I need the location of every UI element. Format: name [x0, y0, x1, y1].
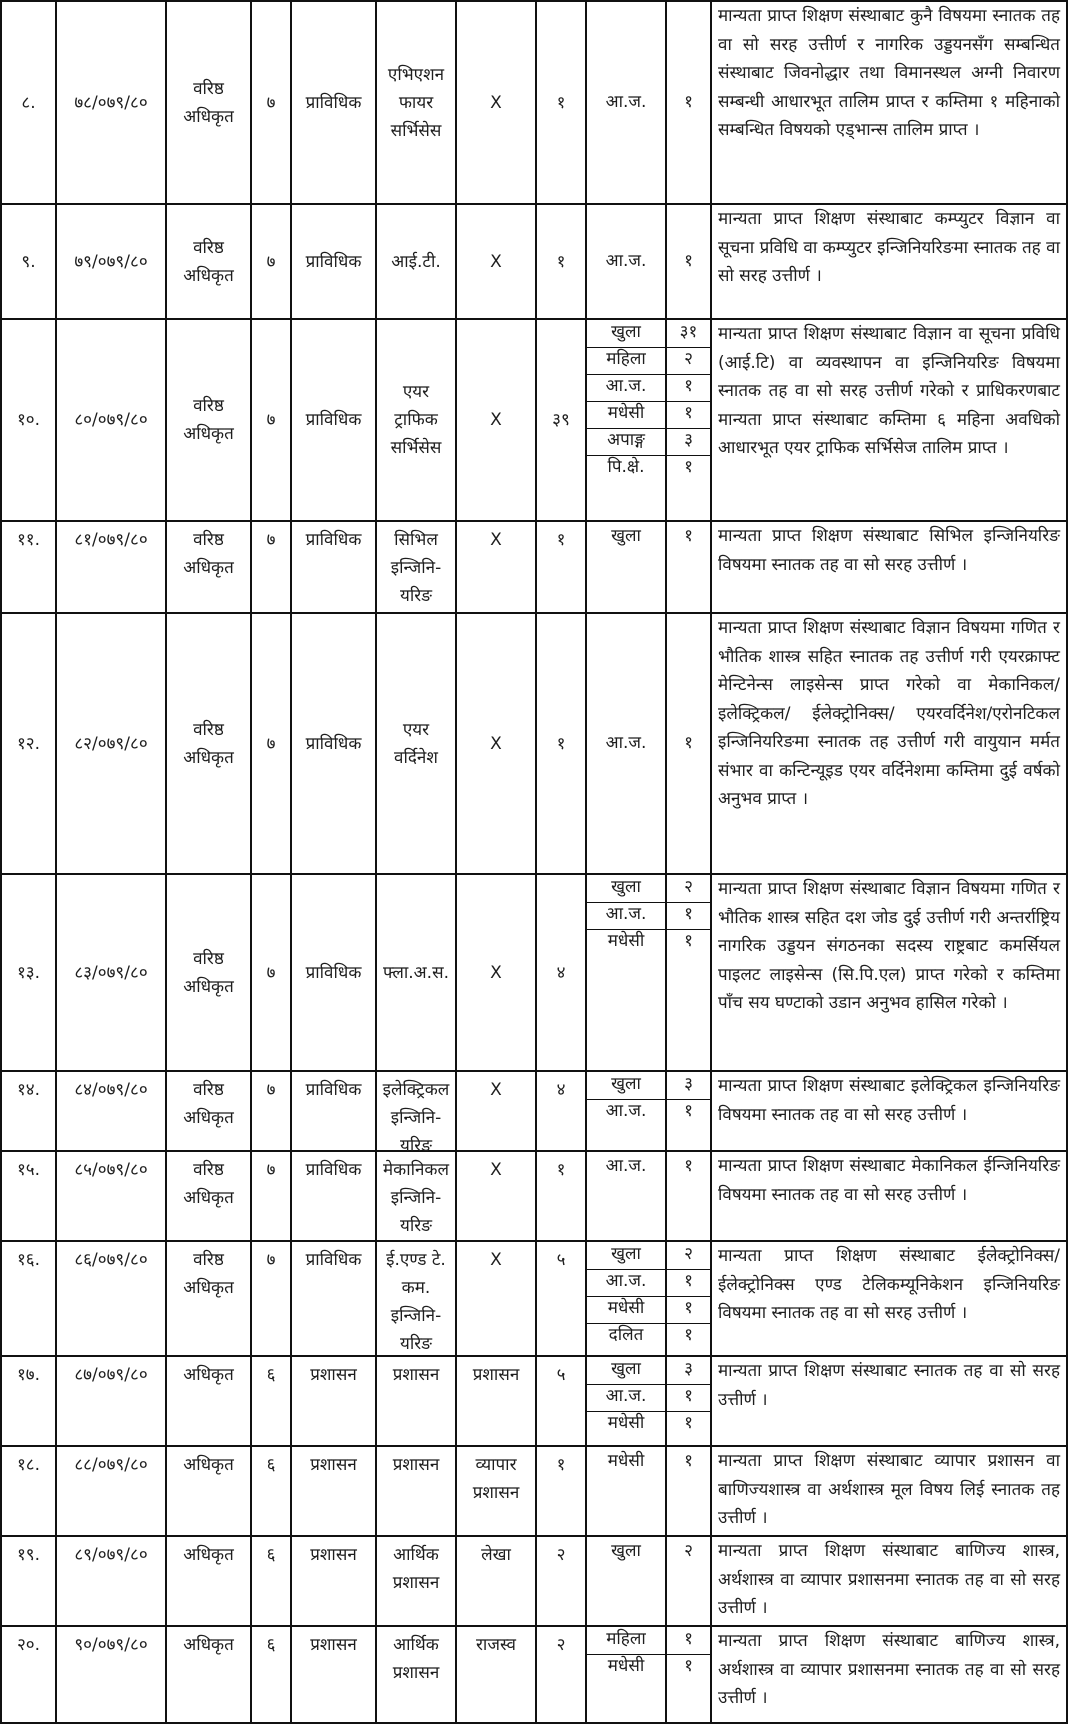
advertisement-number-text: ८५/०७९/८० [74, 1160, 148, 1180]
service-text: प्राविधिक [305, 530, 362, 550]
service-text: प्राविधिक [305, 410, 362, 430]
group-text: सिभिल इन्जिनि- यरिङ [390, 530, 442, 606]
subgroup [457, 2, 535, 203]
quota-type: खुला [611, 1074, 641, 1094]
quota-type: मधेसी [607, 1656, 645, 1676]
subgroup [457, 522, 535, 612]
quota-count: १ [684, 1451, 693, 1471]
subgroup-text: राजस्व [475, 1635, 517, 1655]
advertisement-number [57, 2, 165, 203]
serial-number-text: ११. [16, 530, 41, 550]
post-name-text: वरिष्ठ अधिकृत [183, 237, 234, 286]
total-posts-text: २ [556, 1545, 566, 1565]
service-text: प्रशासन [310, 1455, 357, 1475]
group [377, 1152, 455, 1240]
quota-type: मधेसी [607, 931, 645, 951]
post-name [167, 522, 250, 612]
subgroup [457, 320, 535, 520]
subgroup [457, 1242, 535, 1355]
serial-number [2, 2, 55, 203]
quota-type: दलित [608, 1325, 644, 1345]
quota-count: १ [684, 1325, 693, 1345]
subgroup [457, 614, 535, 873]
serial-number-text: १५. [16, 1160, 41, 1180]
total-posts [537, 1152, 585, 1240]
quota-count: १ [684, 904, 693, 924]
quota-count: २ [684, 1244, 693, 1264]
service-text: प्राविधिक [305, 1160, 362, 1180]
service [292, 1627, 375, 1724]
advertisement-number [57, 1537, 165, 1625]
subgroup-text: लेखा [481, 1545, 511, 1565]
serial-number [2, 1242, 55, 1355]
level [252, 522, 290, 612]
advertisement-number [57, 1242, 165, 1355]
level-text: ७ [266, 530, 276, 550]
quota-count: १ [684, 1271, 693, 1291]
quota-type: महिला [606, 349, 646, 369]
total-posts [537, 1627, 585, 1724]
level-text: ६ [266, 1455, 276, 1475]
level [252, 614, 290, 873]
total-posts-text: ४ [556, 1080, 566, 1100]
service [292, 522, 375, 612]
service-text: प्राविधिक [305, 1250, 362, 1270]
level [252, 1627, 290, 1724]
serial-number-text: ८. [21, 92, 36, 113]
qualification-text: मान्यता प्राप्त शिक्षण संस्थाबाट विज्ञान विषयमा गणित र भौतिक शास्त्र सहित स्नातक तह उत्तीर्ण गरी एयरक्राफ्ट मेन्टिनेन्स लाइसेन्स प्राप्त गरेको वा मेकानिकल/इलेक्ट्रिकल/ ईलेक्ट्रोनिक्स/ एयरवर्दिनेश/एरोनटिकल इन्जिनियरिङमा स्नातक तह उत्तीर्ण गरी वायुयान मर्मत संभार वा कन्टिन्यूइड एयर वर्दिनेशमा कम्तिमा दुई वर्षको अनुभव प्राप्त । [718, 618, 1060, 809]
qualification-text: मान्यता प्राप्त शिक्षण संस्थाबाट मेकानिकल ईन्जिनियरिङ विषयमा स्नातक तह वा सो सरह उत्तीर्ण । [718, 1156, 1060, 1205]
advertisement-number-text: ८१/०७९/८० [74, 530, 148, 550]
group [377, 1072, 455, 1156]
serial-number-text: १६. [16, 1250, 41, 1270]
advertisement-number [57, 320, 165, 520]
serial-number [2, 1357, 55, 1445]
level [252, 1152, 290, 1240]
group [377, 2, 455, 203]
serial-number [2, 614, 55, 873]
quota-type: आ.ज. [605, 250, 647, 271]
service [292, 1072, 375, 1150]
service-text: प्राविधिक [305, 92, 362, 113]
advertisement-number-text: ८७/०७९/८० [74, 1365, 148, 1385]
service-text: प्राविधिक [305, 733, 362, 754]
subgroup [457, 1447, 535, 1535]
group [377, 1357, 455, 1445]
post-name-text: अधिकृत [183, 1455, 234, 1475]
service [292, 875, 375, 1070]
quota-type: खुला [611, 1541, 641, 1561]
total-posts-text: ५ [556, 1250, 566, 1270]
level-text: ७ [266, 962, 276, 983]
quota-type: मधेसी [607, 1451, 645, 1471]
quota-type: मधेसी [607, 1413, 645, 1433]
subgroup-text: X [490, 733, 502, 754]
serial-number-text: २०. [16, 1635, 41, 1655]
subgroup [457, 1152, 535, 1240]
quota-type: आ.ज. [605, 1156, 647, 1176]
serial-number-text: १२. [16, 733, 41, 754]
serial-number [2, 875, 55, 1070]
group-text: प्रशासन [392, 1365, 440, 1385]
level-text: ७ [266, 1160, 276, 1180]
level [252, 205, 290, 318]
advertisement-number-text: ८८/०७९/८० [74, 1455, 148, 1475]
quota-type: खुला [611, 526, 641, 546]
quota-type: आ.ज. [605, 904, 647, 924]
post-name-text: वरिष्ठ अधिकृत [183, 78, 234, 127]
group-text: एयर ट्राफिक सर्भिसेस [390, 382, 442, 458]
post-name-text: वरिष्ठ अधिकृत [183, 1250, 234, 1298]
post-name [167, 1537, 250, 1625]
service-text: प्रशासन [310, 1545, 357, 1565]
total-posts-text: १ [556, 530, 566, 550]
group [377, 1537, 455, 1625]
subgroup [457, 1627, 535, 1724]
advertisement-number [57, 1072, 165, 1150]
advertisement-number [57, 522, 165, 612]
total-posts [537, 1537, 585, 1625]
level [252, 1537, 290, 1625]
quota-count: १ [684, 91, 693, 112]
subgroup [457, 1072, 535, 1150]
total-posts [537, 1447, 585, 1535]
quota-count: १ [684, 250, 693, 271]
service [292, 1447, 375, 1535]
serial-number-text: १९. [16, 1545, 41, 1565]
total-posts-text: १ [556, 1160, 566, 1180]
post-name [167, 1357, 250, 1445]
serial-number [2, 1537, 55, 1625]
quota-count: १ [684, 403, 693, 423]
level-text: ६ [266, 1545, 276, 1565]
total-posts [537, 522, 585, 612]
group [377, 205, 455, 318]
quota-count: ३ [684, 430, 693, 450]
total-posts-text: २ [556, 1635, 566, 1655]
level-text: ६ [266, 1365, 276, 1385]
serial-number-text: १८. [16, 1455, 41, 1475]
service [292, 1242, 375, 1355]
group-text: आई.टी. [391, 251, 441, 272]
group-text: इलेक्ट्रिकल इन्जिनि- यरिङ [382, 1080, 450, 1156]
advertisement-number-text: ८०/०७९/८० [74, 410, 148, 430]
serial-number [2, 1072, 55, 1150]
serial-number [2, 320, 55, 520]
service-text: प्राविधिक [305, 962, 362, 983]
subgroup [457, 1537, 535, 1625]
group-text: आर्थिक प्रशासन [392, 1545, 440, 1593]
advertisement-number [57, 1357, 165, 1445]
advertisement-number [57, 205, 165, 318]
group [377, 1627, 455, 1724]
subgroup-text: X [490, 962, 502, 983]
group [377, 522, 455, 612]
quota-type: आ.ज. [605, 376, 647, 396]
serial-number-text: १७. [16, 1365, 41, 1385]
subgroup-text: प्रशासन [472, 1365, 520, 1385]
subgroup-text: व्यापार प्रशासन [472, 1455, 520, 1503]
quota-type: मधेसी [607, 403, 645, 423]
advertisement-number [57, 614, 165, 873]
total-posts [537, 205, 585, 318]
quota-count: १ [684, 931, 693, 951]
quota-type: खुला [611, 877, 641, 897]
total-posts [537, 2, 585, 203]
subgroup-text: X [490, 1080, 502, 1100]
advertisement-number-text: ८४/०७९/८० [74, 1080, 148, 1100]
quota-count: १ [684, 1386, 693, 1406]
subgroup-text: X [490, 251, 502, 272]
subgroup-text: X [490, 530, 502, 550]
quota-count: १ [684, 457, 693, 477]
quota-type: मधेसी [607, 1298, 645, 1318]
post-name [167, 1627, 250, 1724]
quota-count: १ [684, 1656, 693, 1676]
quota-type: आ.ज. [605, 732, 647, 753]
total-posts-text: १ [556, 251, 566, 272]
advertisement-number [57, 1152, 165, 1240]
advertisement-number [57, 1627, 165, 1724]
quota-count: १ [684, 732, 693, 753]
level-text: ६ [266, 1635, 276, 1655]
advertisement-number-text: ७९/०७९/८० [74, 251, 148, 272]
quota-type: अपाङ्ग [607, 430, 645, 450]
qualification-text: मान्यता प्राप्त शिक्षण संस्थाबाट बाणिज्य शास्त्र, अर्थशास्त्र वा व्यापार प्रशासनमा स्नातक तह वा सो सरह उत्तीर्ण । [718, 1541, 1060, 1618]
total-posts [537, 1072, 585, 1150]
service-text: प्रशासन [310, 1635, 357, 1655]
subgroup [457, 875, 535, 1070]
level-text: ७ [266, 92, 276, 113]
post-name-text: अधिकृत [183, 1635, 234, 1655]
level-text: ७ [266, 1250, 276, 1270]
advertisement-number [57, 1447, 165, 1535]
post-name [167, 1242, 250, 1355]
total-posts [537, 614, 585, 873]
service [292, 205, 375, 318]
level [252, 2, 290, 203]
quota-type: खुला [611, 1244, 641, 1264]
service [292, 1357, 375, 1445]
post-name-text: वरिष्ठ अधिकृत [183, 948, 234, 997]
quota-count: १ [684, 526, 693, 546]
group-text: आर्थिक प्रशासन [392, 1635, 440, 1683]
total-posts-text: ३९ [552, 410, 570, 430]
advertisement-number-text: ८२/०७९/८० [74, 733, 148, 754]
qualification-text: मान्यता प्राप्त शिक्षण संस्थाबाट बाणिज्य शास्त्र, अर्थशास्त्र वा व्यापार प्रशासनमा स्नातक तह वा सो सरह उत्तीर्ण । [718, 1631, 1060, 1708]
level-text: ७ [266, 410, 276, 430]
total-posts [537, 320, 585, 520]
service-text: प्रशासन [310, 1365, 357, 1385]
quota-type: पि.क्षे. [607, 457, 645, 477]
group-text: एभिएशन फायर सर्भिसेस [387, 64, 445, 141]
subgroup-text: X [490, 1250, 502, 1270]
quota-count: १ [684, 376, 693, 396]
serial-number [2, 1152, 55, 1240]
quota-type: खुला [611, 1359, 641, 1379]
group-text: एयर वर्दिनेश [394, 719, 438, 768]
post-name [167, 1152, 250, 1240]
subgroup [457, 1357, 535, 1445]
quota-count: १ [684, 1629, 693, 1649]
quota-count: १ [684, 1101, 693, 1121]
quota-type: खुला [611, 322, 641, 342]
level-text: ७ [266, 251, 276, 272]
level-text: ७ [266, 1080, 276, 1100]
group-text: फ्ला.अ.स. [383, 962, 449, 983]
service [292, 1152, 375, 1240]
post-name [167, 1447, 250, 1535]
post-name [167, 2, 250, 203]
serial-number [2, 1447, 55, 1535]
group [377, 1242, 455, 1355]
serial-number [2, 522, 55, 612]
subgroup-text: X [490, 1160, 502, 1180]
post-name-text: वरिष्ठ अधिकृत [183, 719, 234, 768]
service [292, 614, 375, 873]
group-text: प्रशासन [392, 1455, 440, 1475]
advertisement-number-text: ९०/०७९/८० [74, 1635, 148, 1655]
post-name-text: अधिकृत [183, 1545, 234, 1565]
quota-type: आ.ज. [605, 91, 647, 112]
quota-count: १ [684, 1156, 693, 1176]
service [292, 2, 375, 203]
post-name [167, 614, 250, 873]
serial-number-text: ९. [21, 251, 36, 272]
advertisement-number-text: ८३/०७९/८० [74, 962, 148, 983]
group [377, 1447, 455, 1535]
post-name-text: वरिष्ठ अधिकृत [183, 396, 234, 444]
group [377, 320, 455, 520]
serial-number [2, 205, 55, 318]
qualification-text: मान्यता प्राप्त शिक्षण संस्थाबाट सिभिल इन्जिनियरिङ विषयमा स्नातक तह वा सो सरह उत्तीर्ण । [718, 526, 1060, 575]
total-posts [537, 1357, 585, 1445]
subgroup-text: X [490, 92, 502, 113]
quota-count: २ [684, 1541, 693, 1561]
advertisement-number [57, 875, 165, 1070]
quota-count: १ [684, 1413, 693, 1433]
service-text: प्राविधिक [305, 1080, 362, 1100]
post-name-text: वरिष्ठ अधिकृत [183, 1160, 234, 1208]
serial-number-text: १३. [16, 962, 41, 983]
quota-type: आ.ज. [605, 1101, 647, 1121]
qualification-text: मान्यता प्राप्त शिक्षण संस्थाबाट इलेक्ट्रिकल इन्जिनियरिङ विषयमा स्नातक तह वा सो सरह उत्तीर्ण । [718, 1076, 1060, 1125]
advertisement-number-text: ८६/०७९/८० [74, 1250, 148, 1270]
post-name [167, 205, 250, 318]
service [292, 320, 375, 520]
post-name-text: वरिष्ठ अधिकृत [183, 1080, 234, 1128]
total-posts-text: १ [556, 1455, 566, 1475]
level [252, 320, 290, 520]
serial-number-text: १४. [16, 1080, 41, 1100]
quota-type: महिला [606, 1629, 646, 1649]
quota-count: २ [684, 877, 693, 897]
post-name-text: अधिकृत [183, 1365, 234, 1385]
group-text: मेकानिकल इन्जिनि- यरिङ [382, 1160, 450, 1236]
subgroup [457, 205, 535, 318]
qualification-text: मान्यता प्राप्त शिक्षण संस्थाबाट व्यापार प्रशासन वा बाणिज्यशास्त्र वा अर्थशास्त्र मूल विषय लिई स्नातक तह उत्तीर्ण । [718, 1451, 1060, 1528]
service [292, 1537, 375, 1625]
post-name [167, 320, 250, 520]
total-posts-text: १ [556, 92, 566, 113]
service-text: प्राविधिक [305, 251, 362, 272]
column-divider [1066, 0, 1068, 1724]
quota-count: ३ [684, 1074, 693, 1094]
quota-count: ३ [684, 1359, 693, 1379]
quota-type: आ.ज. [605, 1386, 647, 1406]
level [252, 1072, 290, 1150]
qualification-text: मान्यता प्राप्त शिक्षण संस्थाबाट विज्ञान वा सूचना प्रविधि (आई.टि) वा व्यवस्थापन वा इन्जिनियरिङ विषयमा स्नातक तह वा सो सरह उत्तीर्ण गरेको र प्राधिकरणबाट मान्यता प्राप्त संस्थाबाट कम्तिमा ६ महिना अवधिको आधारभूत एयर ट्राफिक सर्भिसेज तालिम प्राप्त । [718, 324, 1060, 458]
serial-number [2, 1627, 55, 1724]
quota-count: १ [684, 1298, 693, 1318]
advertisement-number-text: ८९/०७९/८० [74, 1545, 148, 1565]
qualification-text: मान्यता प्राप्त शिक्षण संस्थाबाट विज्ञान विषयमा गणित र भौतिक शास्त्र सहित दश जोड दुई उत्तीर्ण गरी अन्तर्राष्ट्रिय नागरिक उड्डयन संगठनका सदस्य राष्ट्रबाट कमर्सियल पाइलट लाइसेन्स (सि.पि.एल) प्राप्त गरेको र कम्तिमा पाँच सय घण्टाको उडान अनुभव हासिल गरेको । [718, 879, 1060, 1013]
level [252, 1242, 290, 1355]
post-name [167, 1072, 250, 1150]
level [252, 1447, 290, 1535]
group [377, 614, 455, 873]
level [252, 1357, 290, 1445]
serial-number-text: १०. [16, 410, 41, 430]
group [377, 875, 455, 1070]
qualification-text: मान्यता प्राप्त शिक्षण संस्थाबाट स्नातक तह वा सो सरह उत्तीर्ण । [718, 1361, 1060, 1410]
post-name-text: वरिष्ठ अधिकृत [183, 530, 234, 578]
total-posts-text: ५ [556, 1365, 566, 1385]
level [252, 875, 290, 1070]
quota-count: २ [684, 349, 693, 369]
qualification-text: मान्यता प्राप्त शिक्षण संस्थाबाट कम्प्युटर विज्ञान वा सूचना प्रविधि वा कम्प्युटर इन्जिनियरिङमा स्नातक तह वा सो सरह उत्तीर्ण । [718, 209, 1060, 286]
level-text: ७ [266, 733, 276, 754]
post-name [167, 875, 250, 1070]
group-text: ई.एण्ड टे. कम. इन्जिनि- यरिङ [386, 1250, 446, 1354]
qualification-text: मान्यता प्राप्त शिक्षण संस्थाबाट ईलेक्ट्रोनिक्स/ईलेक्ट्रोनिक्स एण्ड टेलिकम्यूनिकेशन इन्जिनियरिङ विषयमा स्नातक तह वा सो सरह उत्तीर्ण । [718, 1246, 1060, 1323]
total-posts [537, 1242, 585, 1355]
total-posts-text: १ [556, 733, 566, 754]
total-posts [537, 875, 585, 1070]
subgroup-text: X [490, 410, 502, 430]
advertisement-number-text: ७८/०७९/८० [74, 92, 148, 113]
qualification-text: मान्यता प्राप्त शिक्षण संस्थाबाट कुनै विषयमा स्नातक तह वा सो सरह उत्तीर्ण र नागरिक उड्डयनसँग सम्बन्धित संस्थाबाट जिवनोद्धार तथा विमानस्थल अग्नी निवारण सम्बन्धी आधारभूत तालिम प्राप्त र कम्तिमा १ महिनाको सम्बन्धित विषयको एड्भान्स तालिम प्राप्त । [718, 6, 1060, 140]
quota-count: ३१ [679, 322, 698, 342]
total-posts-text: ४ [556, 962, 566, 983]
quota-type: आ.ज. [605, 1271, 647, 1291]
